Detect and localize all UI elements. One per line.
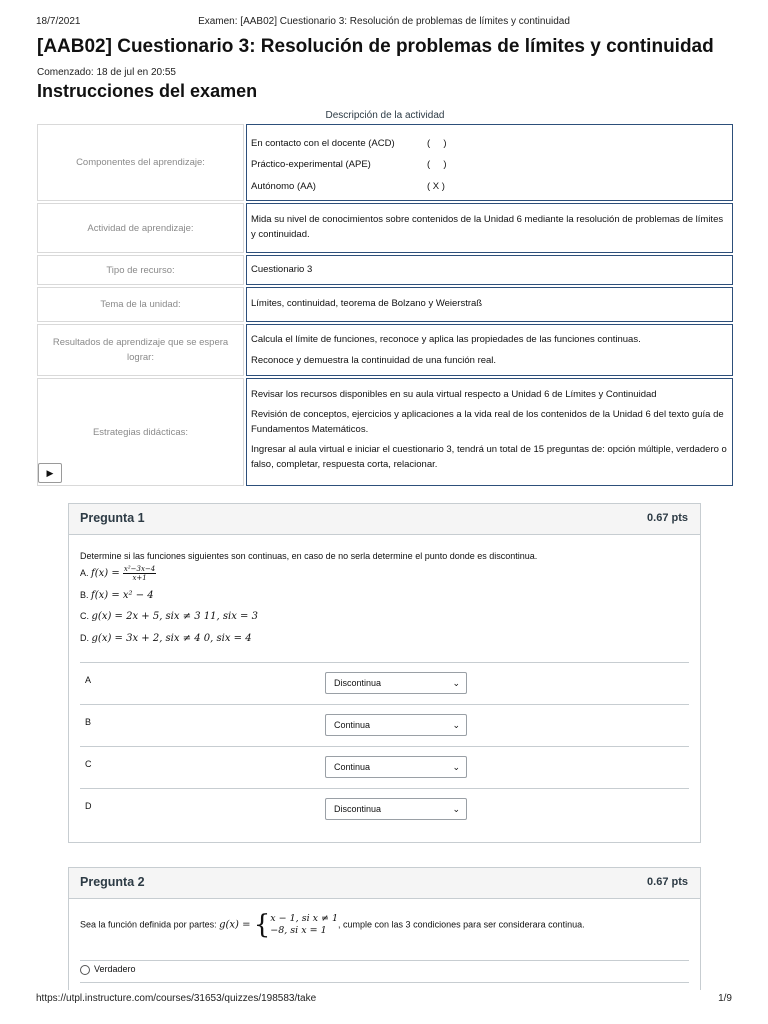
instructions-row-resource [37,255,733,285]
divider [80,746,689,747]
activity-value: Mida su nivel de conocimientos sobre contenidos de la Unidad 6 mediante la resolución de problemas de límites y continuidad. [246,203,733,253]
divider [80,662,689,663]
divider [80,704,689,705]
divider [80,788,689,789]
question-card-1 [68,503,701,843]
match-label-b: B [85,717,92,727]
components-label: Componentes del aprendizaje: [37,124,244,201]
strategy-line: Ingresar al aula virtual e iniciar el cuestionario 3, tendrá un total de 15 preguntas de: opción múltiple, verdadero o falso, completar, respuesta corta, relacionar. [251,444,727,470]
option-c: C. g(x) = 2x + 5, six ≠ 3 11, six = 3 [80,611,258,622]
instructions-row-activity [37,203,733,253]
instructions-title: Instrucciones del examen [37,81,258,101]
components-value [246,124,733,201]
question-prompt: Sea la función definida por partes: g(x) = { x − 1, si x ≠ 1 −8, si x = 1 , cumple con las 3 condiciones para ser considerara continua. [80,910,585,940]
strategies-value [246,378,733,486]
question-points: 0.67 pts [647,512,688,524]
activity-label: Actividad de aprendizaje: [37,203,244,253]
started-timestamp: Comenzado: 18 de jul en 20:55 [37,67,176,78]
chevron-down-icon: ⌄ [452,804,460,814]
divider [80,960,689,961]
piecewise-cases: x − 1, si x ≠ 1 −8, si x = 1 [270,913,339,936]
strategy-line: Revisión de conceptos, ejercicios y aplicaciones a la vida real de los contenidos de la Unidad 6 del texto guía de Fundamentos Matemáticos. [251,409,724,435]
question-prompt: Determine si las funciones siguientes son continuas, en caso de no serla determine el punto donde es discontinua. [80,551,538,561]
instructions-row-strategies [37,378,733,486]
topic-value: Límites, continuidad, teorema de Bolzano y Weierstraß [246,287,733,322]
chevron-down-icon: ⌄ [452,678,460,688]
play-icon: ▶ [46,468,54,478]
question-header [69,504,700,535]
match-label-d: D [85,801,92,811]
print-footer [36,993,732,1007]
print-header [36,16,732,30]
match-select-b[interactable]: Continua ⌄ [325,714,467,736]
component-item: En contacto con el docente (ACD) ( ) [251,138,447,149]
topic-label: Tema de la unidad: [37,287,244,322]
chevron-down-icon: ⌄ [452,762,460,772]
chevron-down-icon: ⌄ [452,720,460,730]
option-a: A. f(x) = $\frac{\text{x²−3x−4}}{x+1}$ [80,565,156,582]
print-url: https://utpl.instructure.com/courses/31653/quizzes/198583/take [36,993,317,1004]
instructions-row-outcomes [37,324,733,376]
outcome-line: Calcula el límite de funciones, reconoce y aplica las propiedades de las funciones continuas. [251,334,641,345]
component-item: Práctico-experimental (APE) ( ) [251,159,447,170]
option-b: B. f(x) = x² − 4 [80,590,154,601]
instructions-row-components [37,124,733,201]
question-card-2 [68,867,701,990]
print-doc-title: Examen: [AAB02] Cuestionario 3: Resolución de problemas de límites y continuidad [198,16,570,27]
quiz-title: [AAB02] Cuestionario 3: Resolución de problemas de límites y continuidad [37,36,714,57]
strategies-label: Estrategias didácticas: [37,378,244,486]
strategy-line: Revisar los recursos disponibles en su aula virtual respecto a Unidad 6 de Límites y Continuidad [251,389,657,400]
answer-option-true[interactable]: Verdadero [80,964,136,975]
play-button[interactable] [38,463,62,483]
print-date: 18/7/2021 [36,16,81,27]
activity-description-heading: Descripción de la actividad [325,110,445,121]
instructions-row-topic [37,287,733,322]
match-select-d[interactable]: Discontinua ⌄ [325,798,467,820]
match-select-c[interactable]: Continua ⌄ [325,756,467,778]
match-select-a[interactable]: Discontinua ⌄ [325,672,467,694]
question-points: 0.67 pts [647,876,688,888]
divider [80,982,689,983]
radio-button[interactable] [80,965,90,975]
option-d: D. g(x) = 3x + 2, six ≠ 4 0, six = 4 [80,633,252,644]
question-title: Pregunta 1 [80,511,145,525]
question-header [69,868,700,899]
question-title: Pregunta 2 [80,875,145,889]
print-page-number: 1/9 [718,993,732,1004]
fraction: $\frac{\text{x²−3x−4}}{x+1}$ [123,565,156,582]
outcome-line: Reconoce y demuestra la continuidad de una función real. [251,355,497,366]
match-label-a: A [85,675,92,685]
component-item: Autónomo (AA) ( X ) [251,181,445,192]
brace: { [253,910,271,940]
match-label-c: C [85,759,92,769]
outcomes-value [246,324,733,376]
resource-label: Tipo de recurso: [37,255,244,285]
resource-value: Cuestionario 3 [246,255,733,285]
outcomes-label: Resultados de aprendizaje que se espera lograr: [37,324,244,376]
